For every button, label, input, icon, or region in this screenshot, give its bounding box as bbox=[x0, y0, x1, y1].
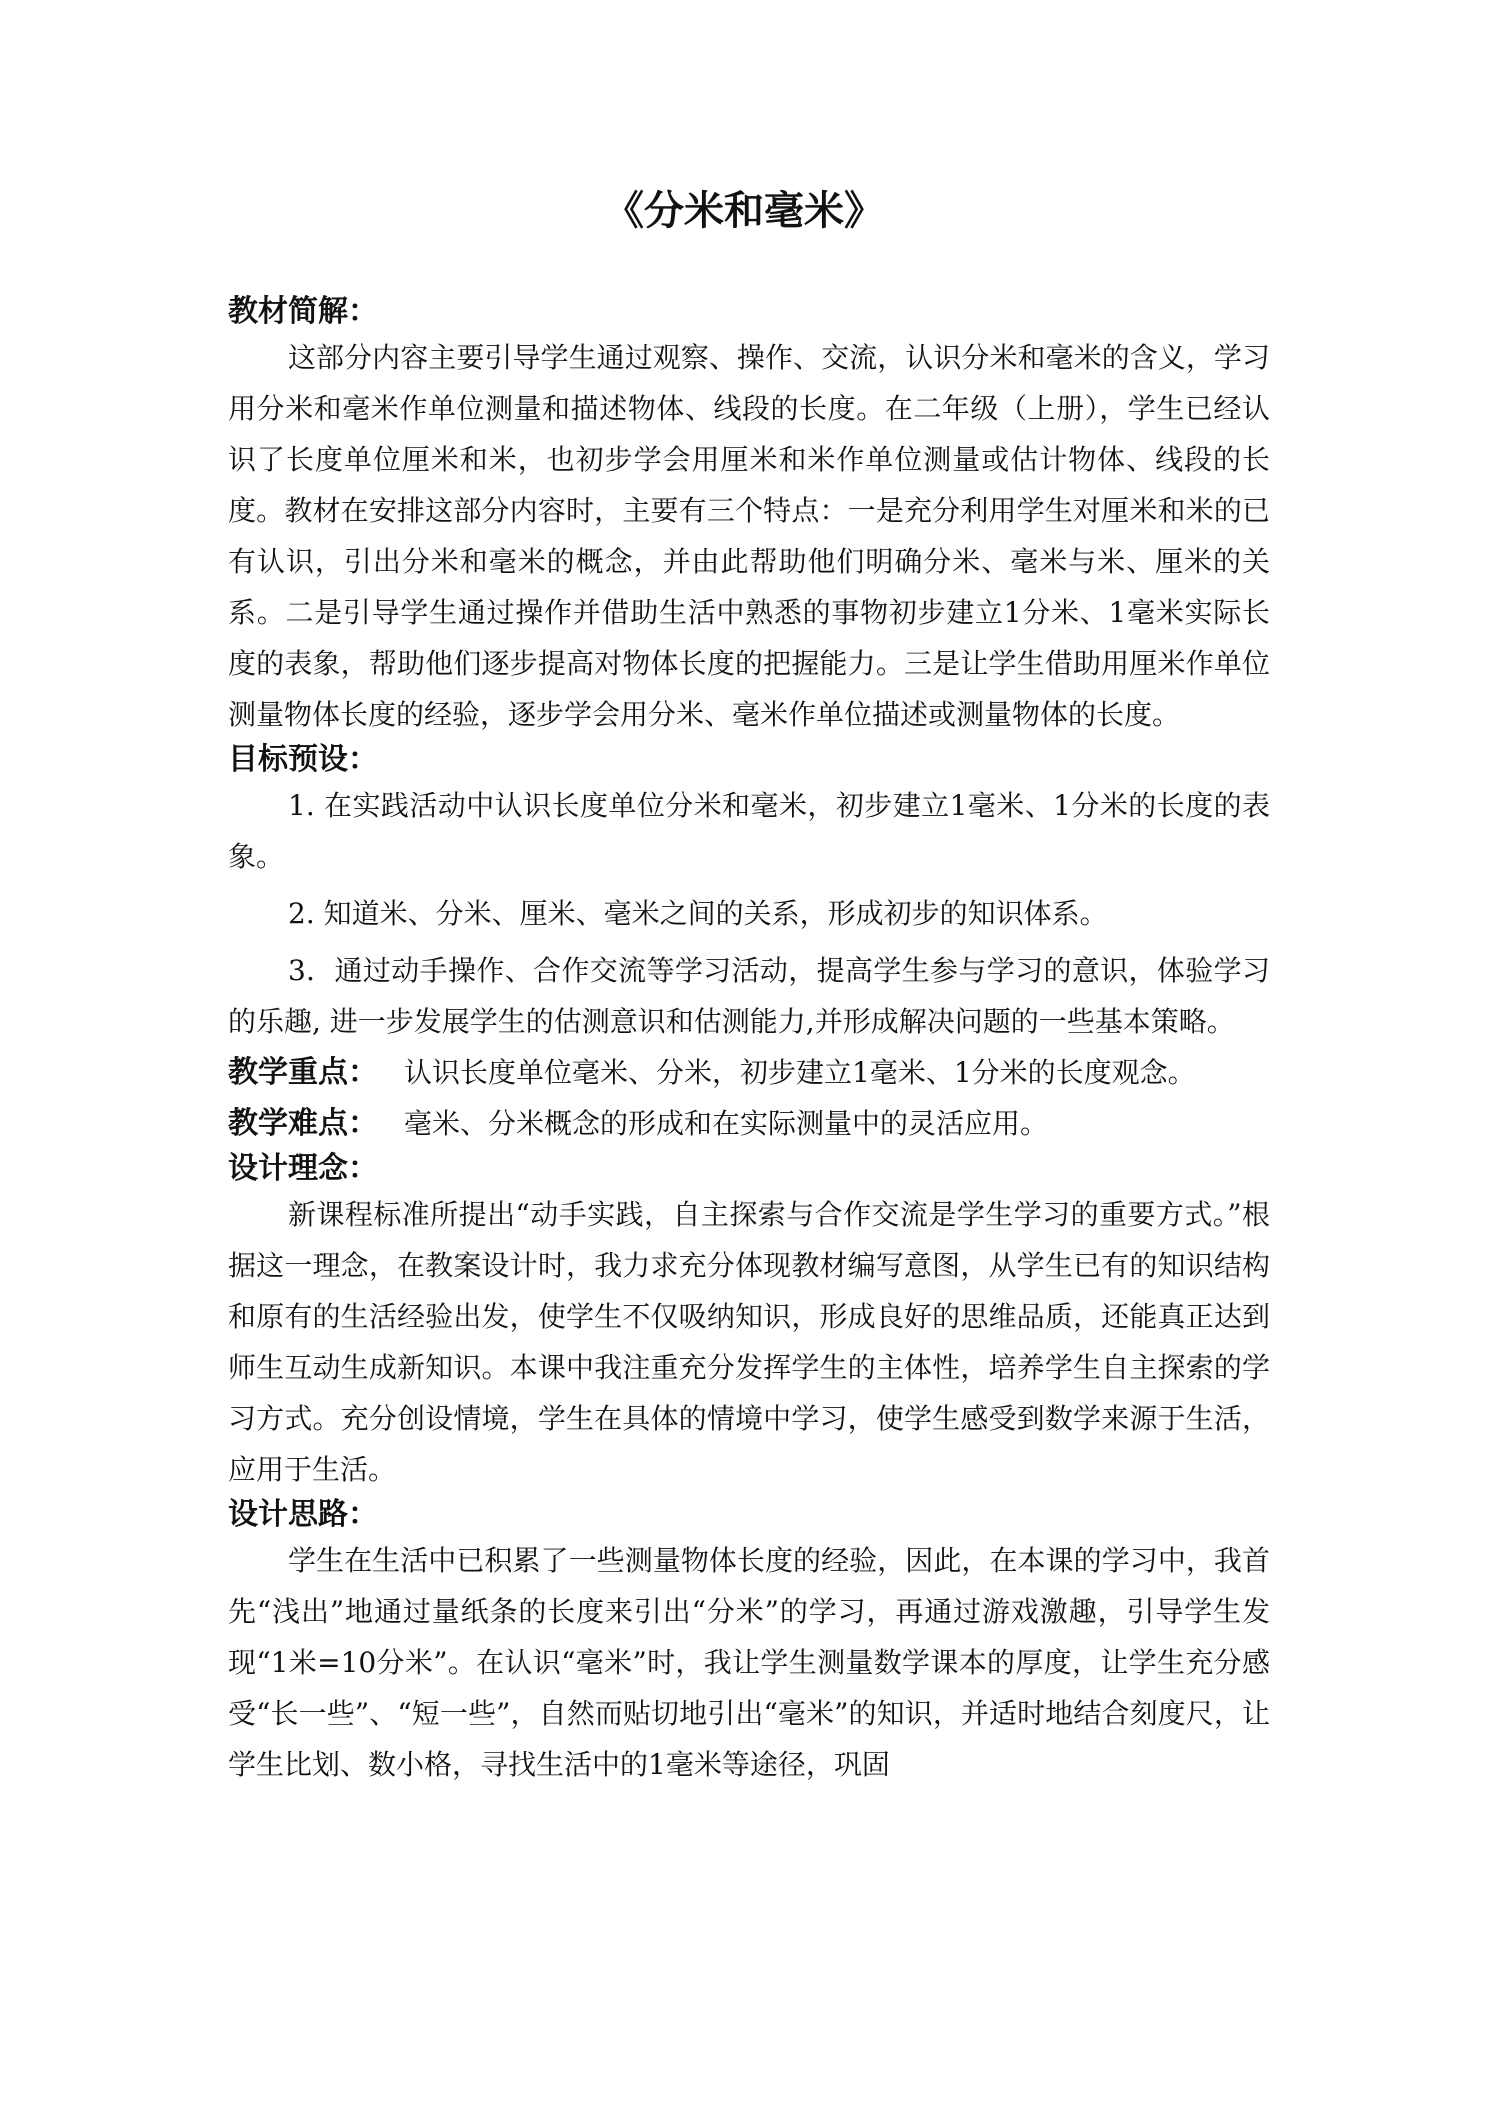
document-body bbox=[228, 292, 1270, 1790]
document-title: 《分米和毫米》 bbox=[604, 188, 884, 234]
section-heading-textbook: 教材简解： bbox=[228, 294, 378, 329]
goal-item-1: 1. 在实践活动中认识长度单位分米和毫米，初步建立1毫米、1分米的长度的表象。 bbox=[228, 789, 1270, 873]
goal-item-3: 3．通过动手操作、合作交流等学习活动，提高学生参与学习的意识，体验学习的乐趣, 进一步发展学生的估测意识和估测能力,并形成解决问题的一些基本策略。 bbox=[228, 954, 1270, 1038]
concept-paragraph: 新课程标准所提出“动手实践，自主探索与合作交流是学生学习的重要方式。”根据这一理念，在教案设计时，我力求充分体现教材编写意图，从学生已有的知识结构和原有的生活经验出发，使学生不仅吸纳知识，形成良好的思维品质，还能真正达到师生互动生成新知识。本课中我注重充分发挥学生的主体性，培养学生自主探索的学习方式。充分创设情境，学生在具体的情境中学习，使学生感受到数学来源于生活，应用于生活。 bbox=[228, 1198, 1270, 1486]
section-heading-concept: 设计理念： bbox=[228, 1151, 378, 1186]
section-heading-approach: 设计思路： bbox=[228, 1497, 378, 1532]
approach-paragraph: 学生在生活中已积累了一些测量物体长度的经验，因此，在本课的学习中，我首先“浅出”地通过量纸条的长度来引出“分米”的学习，再通过游戏激趣，引导学生发现“1米=10分米”。在认识“毫米”时，我让学生测量数学课本的厚度，让学生充分感受“长一些”、“短一些”，自然而贴切地引出“毫米”的知识，并适时地结合刻度尺，让学生比划、数小格，寻找生活中的1毫米等途径，巩固 bbox=[228, 1544, 1270, 1781]
key-point-label: 教学重点： bbox=[228, 1055, 378, 1090]
key-point-row bbox=[228, 1047, 1270, 1098]
difficulty-text: 毫米、分米概念的形成和在实际测量中的灵活应用。 bbox=[404, 1107, 1049, 1140]
goal-item-2: 2. 知道米、分米、厘米、毫米之间的关系，形成初步的知识体系。 bbox=[288, 897, 1108, 930]
difficulty-row bbox=[228, 1098, 1270, 1149]
section-heading-goals: 目标预设： bbox=[228, 742, 378, 777]
key-point-text: 认识长度单位毫米、分米，初步建立1毫米、1分米的长度观念。 bbox=[404, 1056, 1196, 1089]
textbook-paragraph: 这部分内容主要引导学生通过观察、操作、交流，认识分米和毫米的含义，学习用分米和毫米作单位测量和描述物体、线段的长度。在二年级（上册），学生已经认识了长度单位厘米和米，也初步学会用厘米和米作单位测量或估计物体、线段的长度。教材在安排这部分内容时，主要有三个特点：一是充分利用学生对厘米和米的已有认识，引出分米和毫米的概念，并由此帮助他们明确分米、毫米与米、厘米的关系。二是引导学生通过操作并借助生活中熟悉的事物初步建立1分米、1毫米实际长度的表象，帮助他们逐步提高对物体长度的把握能力。三是让学生借助用厘米作单位测量物体长度的经验，逐步学会用分米、毫米作单位描述或测量物体的长度。 bbox=[228, 341, 1270, 731]
difficulty-label: 教学难点： bbox=[228, 1106, 378, 1141]
